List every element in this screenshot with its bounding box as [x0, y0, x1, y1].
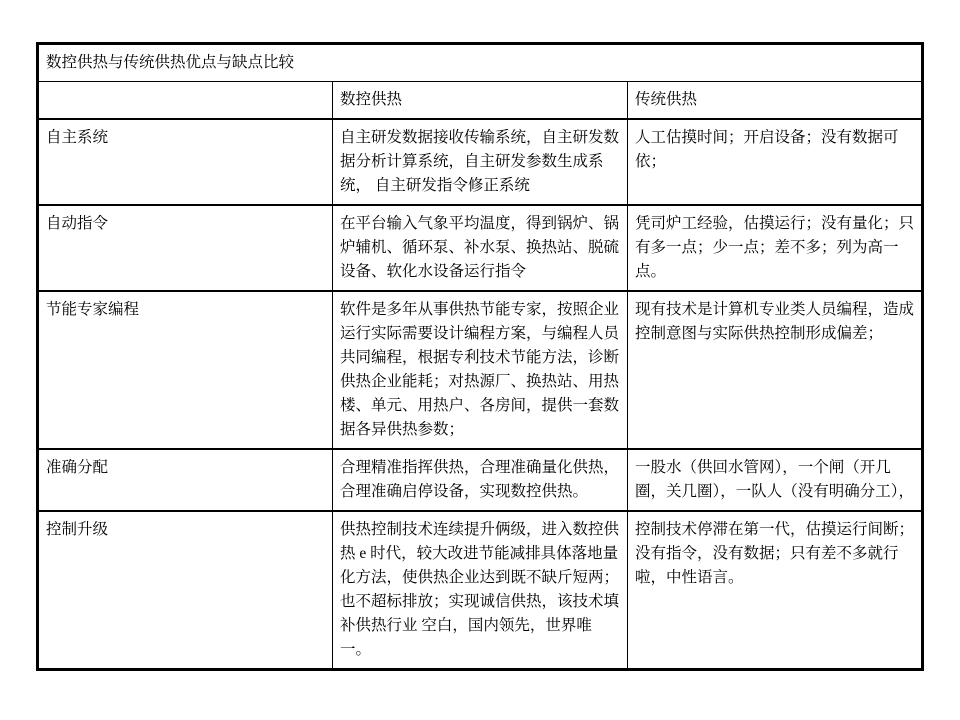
- cell-old-auto-command: 凭司炉工经验，估摸运行；没有量化；只有多一点；少一点；差不多；列为高一点。: [628, 205, 923, 291]
- header-new-heating: 数控供热: [333, 82, 628, 120]
- cell-old-autonomous-system: 人工估摸时间；开启设备；没有数据可依；: [628, 119, 923, 205]
- row-label-control-upgrade: 控制升级: [38, 511, 333, 670]
- table-row: [38, 511, 923, 670]
- row-label-auto-command: 自动指令: [38, 205, 333, 291]
- table-row: [38, 205, 923, 291]
- table-title-row: [38, 44, 923, 82]
- table-title: 数控供热与传统供热优点与缺点比较: [38, 44, 923, 82]
- table-header-row: [38, 82, 923, 120]
- cell-old-expert-programming: 现有技术是计算机专业类人员编程，造成控制意图与实际供热控制形成偏差；: [628, 291, 923, 449]
- cell-old-control-upgrade: 控制技术停滞在第一代，估摸运行间断；没有指令，没有数据；只有差不多就行啦，中性语言。: [628, 511, 923, 670]
- table-row: [38, 291, 923, 449]
- cell-new-autonomous-system: 自主研发数据接收传输系统，自主研发数据分析计算系统，自主研发参数生成系统， 自主研发指令修正系统: [333, 119, 628, 205]
- cell-new-expert-programming: 软件是多年从事供热节能专家，按照企业运行实际需要设计编程方案，与编程人员共同编程，根据专利技术节能方法，诊断供热企业能耗；对热源厂、换热站、用热楼、单元、用热户、各房间，提供一套数据各异供热参数；: [333, 291, 628, 449]
- cell-new-control-upgrade: 供热控制技术连续提升俩级，进入数控供热 e 时代，较大改进节能减排具体落地量化方法，使供热企业达到既不缺斤短两；也不超标排放；实现诚信供热，该技术填补供热行业 空白，国内领先，世界唯一。: [333, 511, 628, 670]
- table-row: [38, 119, 923, 205]
- comparison-table: [36, 42, 924, 671]
- row-label-accurate-allocation: 准确分配: [38, 449, 333, 511]
- header-label-column: [38, 82, 333, 120]
- row-label-autonomous-system: 自主系统: [38, 119, 333, 205]
- table-row: [38, 449, 923, 511]
- cell-new-auto-command: 在平台输入气象平均温度，得到锅炉、锅炉辅机、循环泵、补水泵、换热站、脱硫设备、软化水设备运行指令: [333, 205, 628, 291]
- cell-new-accurate-allocation: 合理精准指挥供热，合理准确量化供热，合理准确启停设备，实现数控供热。: [333, 449, 628, 511]
- row-label-expert-programming: 节能专家编程: [38, 291, 333, 449]
- header-traditional-heating: 传统供热: [628, 82, 923, 120]
- cell-old-accurate-allocation: 一股水（供回水管网），一个闸（开几圈，关几圈），一队人（没有明确分工），: [628, 449, 923, 511]
